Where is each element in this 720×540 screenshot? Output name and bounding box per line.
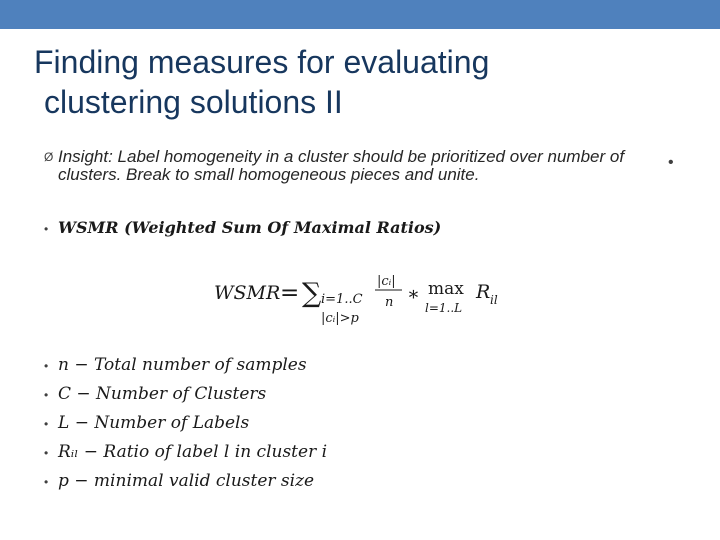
variable-definitions	[44, 352, 327, 497]
insight-bullet	[44, 148, 644, 184]
formula-numerator: |cᵢ|	[377, 274, 396, 289]
arrow-bullet-icon: Ø	[44, 150, 54, 164]
bullet-icon: •	[44, 475, 49, 489]
formula-sum-condition: |cᵢ|>p	[321, 311, 359, 326]
definition-text: L − Number of Labels	[58, 413, 250, 433]
formula-times: ∗	[407, 283, 420, 305]
stray-bullet-icon: •	[668, 154, 674, 171]
formula-term: R	[476, 281, 491, 303]
slide-title	[34, 42, 674, 122]
formula-equals: =	[280, 280, 300, 306]
bullet-icon: •	[44, 359, 49, 373]
insight-text: Insight: Label homogeneity in a cluster should be prioritized over number of clusters. Break to small homogeneous pieces and unite.	[58, 147, 625, 184]
definition-item	[44, 381, 327, 410]
formula-term-subscript: il	[490, 293, 498, 307]
bullet-icon: •	[44, 417, 49, 431]
definition-item	[44, 352, 327, 381]
formula-denominator: n	[385, 295, 394, 310]
definition-text: n − Total number of samples	[58, 355, 307, 375]
bullet-icon: •	[44, 446, 49, 460]
definition-item	[44, 468, 327, 497]
formula-max-index: l=1..L	[425, 301, 463, 315]
wsmr-definition-text: WSMR (Weighted Sum Of Maximal Ratios)	[58, 218, 442, 237]
top-accent-bar	[0, 0, 720, 29]
definition-text: C − Number of Clusters	[58, 384, 267, 404]
slide-title-line-2: clustering solutions II	[44, 84, 343, 120]
formula-lhs: WSMR	[214, 282, 281, 304]
wsmr-formula	[214, 268, 514, 332]
formula-sum-index: i=1..C	[321, 292, 363, 307]
wsmr-definition	[44, 218, 441, 237]
definition-item	[44, 439, 327, 468]
definition-text: p − minimal valid cluster size	[58, 471, 315, 491]
bullet-icon: •	[44, 388, 49, 402]
formula-svg	[214, 268, 514, 332]
definition-text: Rᵢₗ − Ratio of label l in cluster i	[58, 442, 328, 462]
definition-item	[44, 410, 327, 439]
sum-symbol-icon: ∑	[302, 278, 322, 309]
slide-title-line-1: Finding measures for evaluating	[34, 44, 490, 80]
bullet-icon: •	[44, 222, 49, 236]
formula-max: max	[428, 279, 464, 299]
